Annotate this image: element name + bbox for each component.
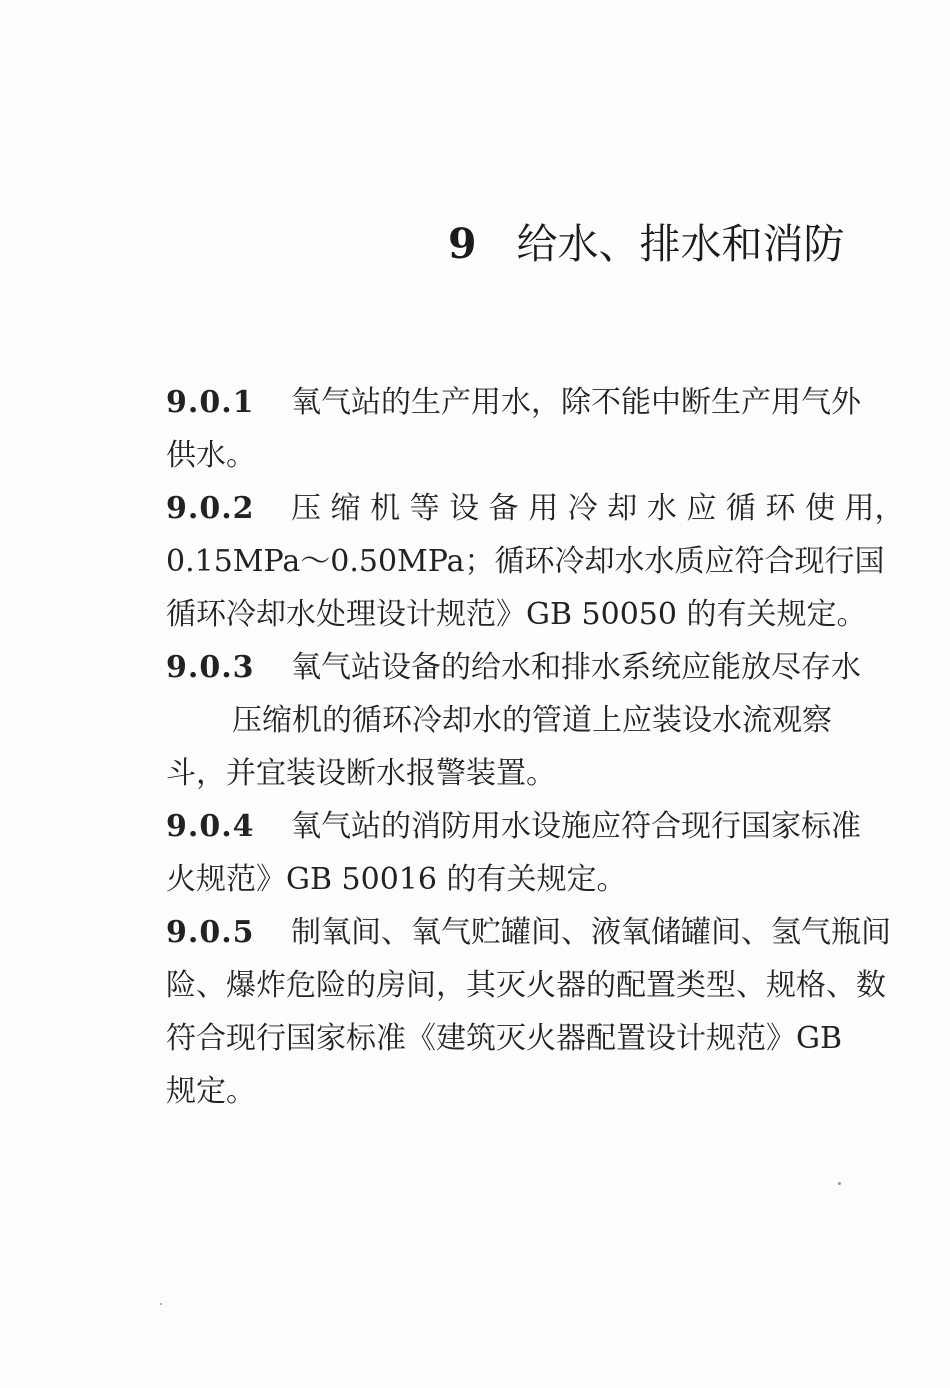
- clause-text: 氧气站的生产用水，除不能中断生产用气外: [291, 385, 861, 420]
- clause-text: 险、爆炸危险的房间，其灭火器的配置类型、规格、数: [166, 968, 886, 1003]
- clause-text: 压 缩 机 等 设 备 用 冷 却 水 应 循 环 使 用，: [291, 491, 905, 526]
- clause-9-0-4-line-1: [166, 807, 861, 847]
- clause-9-0-2-line-3: [166, 595, 867, 635]
- clause-9-0-4-line-2: [166, 860, 627, 900]
- clause-9-0-5-line-1: [166, 913, 891, 953]
- scan-speck: [838, 1182, 841, 1185]
- clause-9-0-1-line-2: [166, 436, 256, 476]
- clause-9-0-3-paragraph-2-line-1: [232, 701, 832, 741]
- clause-text: 规定。: [166, 1074, 256, 1109]
- clause-text: 制氧间、氧气贮罐间、液氧储罐间、氢气瓶间: [291, 915, 891, 950]
- clause-text: 循环冷却水处理设计规范》GB 50050 的有关规定。: [166, 597, 867, 632]
- clause-number: 9.0.1: [166, 385, 255, 420]
- chapter-heading: [448, 218, 845, 270]
- clause-number: 9.0.4: [166, 809, 255, 844]
- clause-9-0-5-line-3: [166, 1019, 842, 1059]
- clause-text: 斗，并宜装设断水报警装置。: [166, 756, 556, 791]
- scan-speck: [160, 1303, 162, 1305]
- clause-text: 氧气站的消防用水设施应符合现行国家标准: [291, 809, 861, 844]
- clause-text: 供水。: [166, 438, 256, 473]
- clause-text: 氧气站设备的给水和排水系统应能放尽存水: [291, 650, 861, 685]
- clause-9-0-5-line-4: [166, 1072, 256, 1112]
- clause-text: 压缩机的循环冷却水的管道上应装设水流观察: [232, 703, 832, 738]
- clause-9-0-3-line-1: [166, 648, 861, 688]
- clause-text: 0.15MPa～0.50MPa；循环冷却水水质应符合现行国: [166, 544, 885, 579]
- clause-9-0-5-line-2: [166, 966, 886, 1006]
- clause-9-0-3-paragraph-2-line-2: [166, 754, 556, 794]
- clause-number: 9.0.3: [166, 650, 255, 685]
- clause-9-0-1-line-1: [166, 383, 861, 423]
- chapter-title: 给水、排水和消防: [516, 220, 845, 268]
- chapter-number: 9: [448, 220, 477, 268]
- clause-9-0-2-line-1: [166, 489, 905, 529]
- clause-number: 9.0.2: [166, 491, 255, 526]
- clause-number: 9.0.5: [166, 915, 255, 950]
- clause-text: 火规范》GB 50016 的有关规定。: [166, 862, 627, 897]
- clause-text: 符合现行国家标准《建筑灭火器配置设计规范》GB: [166, 1021, 843, 1056]
- clause-9-0-2-line-2: [166, 542, 884, 582]
